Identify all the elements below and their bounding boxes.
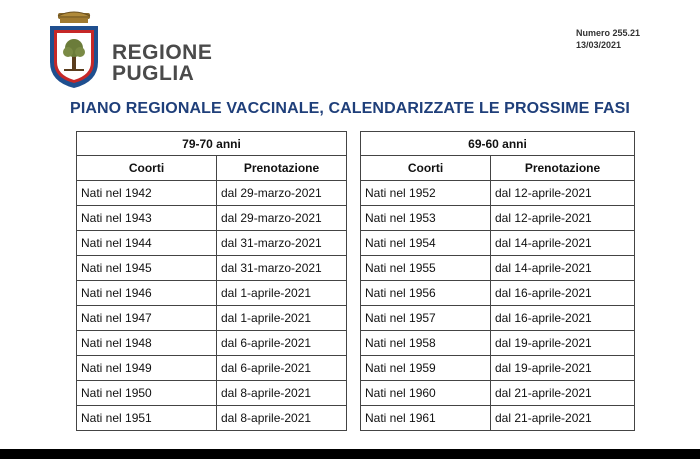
table-row bbox=[77, 306, 347, 331]
booking-cell: dal 14-aprile-2021 bbox=[491, 231, 635, 256]
booking-cell: dal 8-aprile-2021 bbox=[217, 381, 347, 406]
schedule-table-69-60 bbox=[360, 131, 635, 431]
cohort-cell: Nati nel 1953 bbox=[361, 206, 491, 231]
booking-cell: dal 8-aprile-2021 bbox=[217, 406, 347, 431]
booking-cell: dal 14-aprile-2021 bbox=[491, 256, 635, 281]
cohort-cell: Nati nel 1952 bbox=[361, 181, 491, 206]
table-row bbox=[361, 331, 635, 356]
booking-cell: dal 1-aprile-2021 bbox=[217, 281, 347, 306]
booking-cell: dal 16-aprile-2021 bbox=[491, 306, 635, 331]
cohort-cell: Nati nel 1947 bbox=[77, 306, 217, 331]
table-row bbox=[77, 281, 347, 306]
brand-line-1: REGIONE bbox=[112, 41, 213, 64]
table-row bbox=[361, 406, 635, 431]
booking-cell: dal 6-aprile-2021 bbox=[217, 356, 347, 381]
page-title: PIANO REGIONALE VACCINALE, CALENDARIZZATE LE PROSSIME FASI bbox=[70, 100, 630, 117]
table-row bbox=[361, 281, 635, 306]
cohort-cell: Nati nel 1949 bbox=[77, 356, 217, 381]
cohort-cell: Nati nel 1942 bbox=[77, 181, 217, 206]
table-row bbox=[77, 206, 347, 231]
brand-name bbox=[112, 42, 212, 84]
coat-of-arms-icon bbox=[46, 10, 102, 90]
cohort-cell: Nati nel 1955 bbox=[361, 256, 491, 281]
table-row bbox=[77, 356, 347, 381]
brand-line-2: PUGLIA bbox=[112, 62, 195, 85]
cohort-cell: Nati nel 1944 bbox=[77, 231, 217, 256]
cohort-cell: Nati nel 1945 bbox=[77, 256, 217, 281]
cohort-cell: Nati nel 1959 bbox=[361, 356, 491, 381]
table-row bbox=[77, 231, 347, 256]
booking-cell: dal 19-aprile-2021 bbox=[491, 331, 635, 356]
regione-puglia-logo bbox=[46, 10, 102, 90]
table-row bbox=[361, 256, 635, 281]
cohort-cell: Nati nel 1950 bbox=[77, 381, 217, 406]
table-row bbox=[361, 206, 635, 231]
cohort-cell: Nati nel 1948 bbox=[77, 331, 217, 356]
table-row bbox=[77, 256, 347, 281]
booking-cell: dal 16-aprile-2021 bbox=[491, 281, 635, 306]
table-row bbox=[77, 331, 347, 356]
booking-cell: dal 31-marzo-2021 bbox=[217, 231, 347, 256]
table-row bbox=[361, 356, 635, 381]
document-number: Numero 255.21 bbox=[575, 28, 640, 38]
column-header-coorti: Coorti bbox=[77, 156, 217, 181]
booking-cell: dal 21-aprile-2021 bbox=[491, 381, 635, 406]
table-row bbox=[77, 181, 347, 206]
document-meta bbox=[576, 27, 640, 51]
cohort-cell: Nati nel 1951 bbox=[77, 406, 217, 431]
booking-cell: dal 31-marzo-2021 bbox=[217, 256, 347, 281]
cohort-cell: Nati nel 1943 bbox=[77, 206, 217, 231]
bottom-border bbox=[0, 449, 700, 459]
booking-cell: dal 1-aprile-2021 bbox=[217, 306, 347, 331]
booking-cell: dal 29-marzo-2021 bbox=[217, 181, 347, 206]
cohort-cell: Nati nel 1958 bbox=[361, 331, 491, 356]
cohort-cell: Nati nel 1960 bbox=[361, 381, 491, 406]
schedule-table-79-70 bbox=[76, 131, 347, 431]
cohort-cell: Nati nel 1961 bbox=[361, 406, 491, 431]
cohort-cell: Nati nel 1956 bbox=[361, 281, 491, 306]
booking-cell: dal 19-aprile-2021 bbox=[491, 356, 635, 381]
booking-cell: dal 29-marzo-2021 bbox=[217, 206, 347, 231]
group-header: 79-70 anni bbox=[77, 132, 347, 156]
table-row bbox=[361, 181, 635, 206]
booking-cell: dal 12-aprile-2021 bbox=[491, 206, 635, 231]
cohort-cell: Nati nel 1946 bbox=[77, 281, 217, 306]
table-row bbox=[77, 406, 347, 431]
table-row bbox=[77, 381, 347, 406]
table-row bbox=[361, 381, 635, 406]
document-date: 13/03/2021 bbox=[575, 40, 621, 50]
column-header-coorti: Coorti bbox=[361, 156, 491, 181]
table-row bbox=[361, 231, 635, 256]
group-header: 69-60 anni bbox=[361, 132, 635, 156]
cohort-cell: Nati nel 1957 bbox=[361, 306, 491, 331]
column-header-prenotazione: Prenotazione bbox=[217, 156, 347, 181]
booking-cell: dal 12-aprile-2021 bbox=[491, 181, 635, 206]
booking-cell: dal 6-aprile-2021 bbox=[217, 331, 347, 356]
column-header-prenotazione: Prenotazione bbox=[491, 156, 635, 181]
table-row bbox=[361, 306, 635, 331]
booking-cell: dal 21-aprile-2021 bbox=[491, 406, 635, 431]
cohort-cell: Nati nel 1954 bbox=[361, 231, 491, 256]
